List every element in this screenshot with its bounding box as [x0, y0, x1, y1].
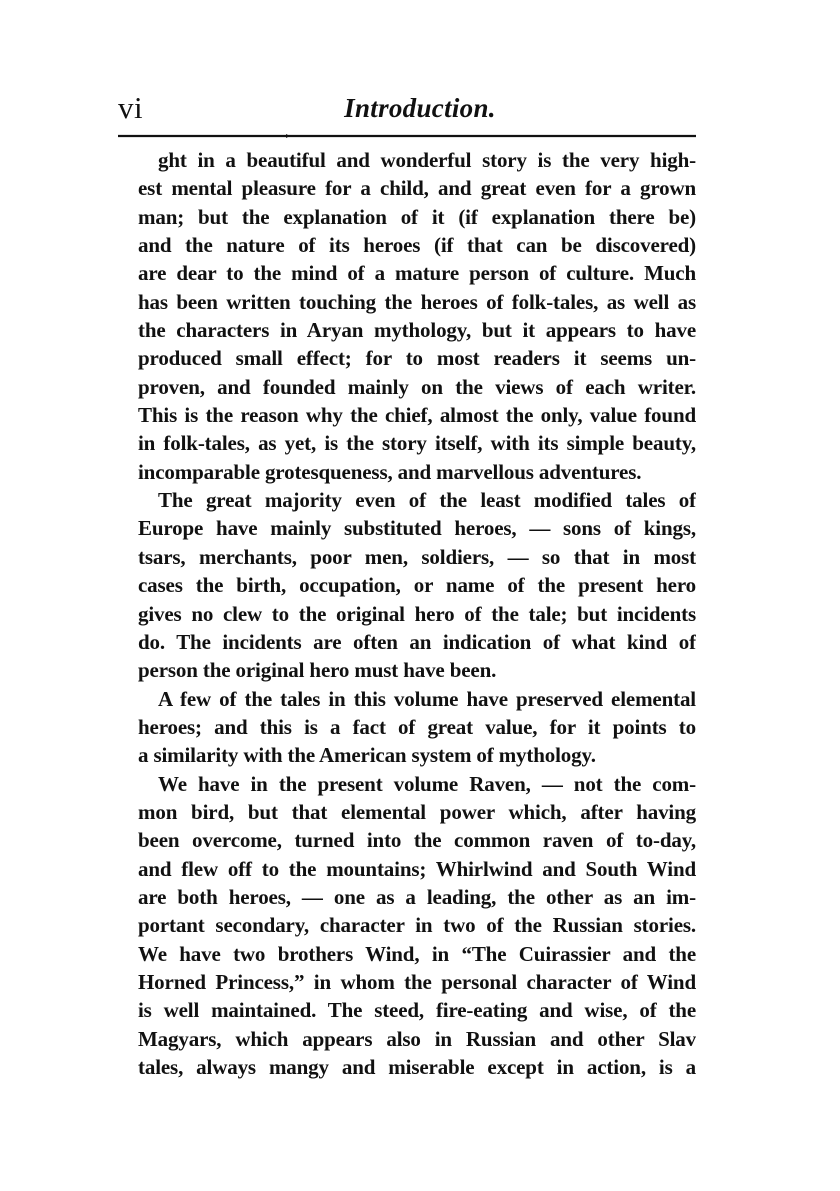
text-line: cases the birth, occupation, or name of the present hero [138, 573, 696, 598]
text-line: the characters in Aryan mythology, but it appears to have [138, 318, 696, 343]
text-line: has been written touching the heroes of folk-tales, as well as [138, 289, 696, 314]
text-line: in folk-tales, as yet, is the story itself, with its simple beauty, [138, 431, 696, 456]
text-line: produced small effect; for to most readers it seems un- [138, 346, 696, 371]
text-line: and the nature of its heroes (if that can be discovered) [138, 233, 696, 258]
text-line: The great majority even of the least modified tales of [158, 488, 696, 513]
text-line: portant secondary, character in two of the Russian stories. [138, 913, 696, 938]
text-line: proven, and founded mainly on the views of each writer. [138, 374, 696, 399]
text-line: incomparable grotesqueness, and marvellous adventures. [138, 459, 642, 484]
text-line: Magyars, which appears also in Russian and other Slav [138, 1026, 696, 1051]
text-line: a similarity with the American system of mythology. [138, 743, 596, 768]
body-text [118, 146, 696, 1081]
text-line: Europe have mainly substituted heroes, — sons of kings, [138, 516, 696, 541]
text-line: We have in the present volume Raven, — not the com- [158, 771, 696, 796]
paragraph [118, 486, 696, 684]
text-line: are dear to the mind of a mature person of culture. Much [138, 261, 696, 286]
text-line: person the original hero must have been. [138, 658, 497, 683]
text-line: been overcome, turned into the common raven of to-day, [138, 828, 696, 853]
paragraph [118, 146, 696, 486]
text-line: A few of the tales in this volume have preserved elemental [158, 686, 696, 711]
text-line: do. The incidents are often an indication of what kind of [138, 629, 696, 654]
page-number: vi [118, 90, 144, 125]
running-head [118, 90, 698, 132]
running-title: Introduction. [344, 93, 496, 123]
paragraph [118, 770, 696, 1082]
header-rule [118, 133, 696, 139]
text-line: is well maintained. The steed, fire-eating and wise, of the [138, 998, 696, 1023]
header-rule-ornament [286, 134, 290, 138]
text-line: We have two brothers Wind, in “The Cuirassier and the [138, 941, 696, 966]
text-line: man; but the explanation of it (if explanation there be) [138, 204, 696, 229]
text-line: Horned Princess,” in whom the personal character of Wind [138, 969, 696, 994]
text-line: heroes; and this is a fact of great value, for it points to [138, 714, 696, 739]
text-line: and flew off to the mountains; Whirlwind and South Wind [138, 856, 696, 881]
text-line: mon bird, but that elemental power which, after having [138, 799, 696, 824]
text-line: tales, always mangy and miserable except in action, is a [138, 1055, 696, 1079]
text-line: gives no clew to the original hero of the tale; but incidents [138, 601, 696, 626]
text-line: This is the reason why the chief, almost the only, value found [138, 403, 696, 428]
text-line: are both heroes, — one as a leading, the other as an im- [138, 884, 696, 909]
paragraph [118, 685, 696, 770]
text-line: ght in a beautiful and wonderful story is the very high- [158, 148, 696, 172]
text-line: tsars, merchants, poor men, soldiers, — so that in most [138, 544, 696, 569]
text-line: est mental pleasure for a child, and great even for a grown [138, 176, 696, 201]
